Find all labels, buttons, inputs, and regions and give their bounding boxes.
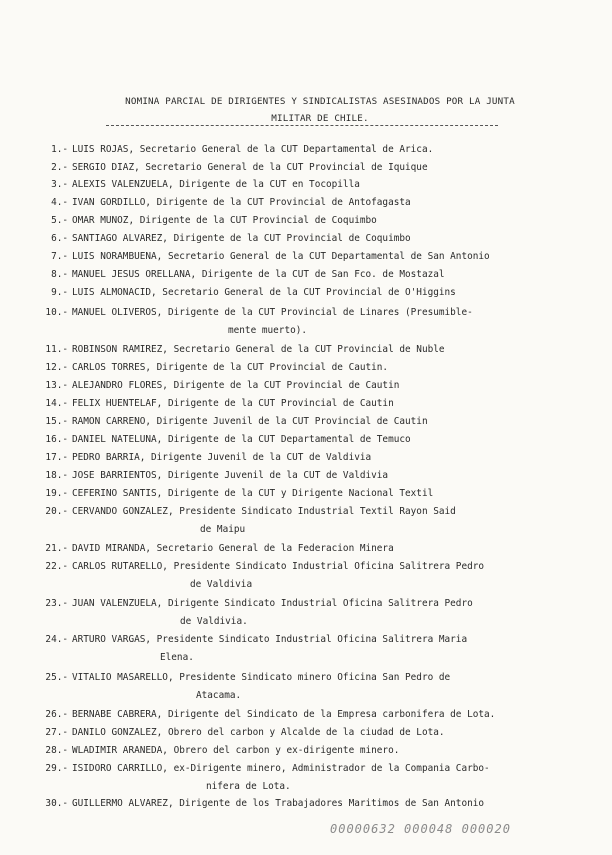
- list-item: [28, 395, 608, 413]
- entry-text: BERNABE CABRERA, Dirigente del Sindicato de la Empresa carbonifera de Lota.: [72, 709, 496, 720]
- list-item: [28, 724, 608, 742]
- list-item: [28, 449, 608, 467]
- list-item: [28, 413, 608, 431]
- document-title: NOMINA PARCIAL DE DIRIGENTES Y SINDICALISTAS ASESINADOS POR LA JUNTA: [125, 96, 515, 107]
- entry-text: MANUEL JESUS ORELLANA, Dirigente de la CUT de San Fco. de Mostazal: [72, 269, 445, 280]
- list-item: [28, 595, 608, 631]
- list-item: [28, 359, 608, 377]
- entry-text: IVAN GORDILLO, Dirigente de la CUT Provincial de Antofagasta: [72, 197, 411, 208]
- entry-number: 25.-: [45, 672, 68, 683]
- entry-text-continued: de Maipu: [200, 524, 246, 535]
- entry-number: 20.-: [45, 506, 68, 517]
- title-underline: [106, 125, 498, 126]
- list-item: [28, 631, 608, 667]
- entry-text: LUIS ROJAS, Secretario General de la CUT Departamental de Arica.: [72, 144, 434, 155]
- entry-text: SERGIO DIAZ, Secretario General de la CUT Provincial de Iquique: [72, 162, 428, 173]
- entry-text: JOSE BARRIENTOS, Dirigente Juvenil de la CUT de Valdivia: [72, 470, 389, 481]
- entry-number: 10.-: [45, 307, 68, 318]
- entry-text: CARLOS TORRES, Dirigente de la CUT Provincial de Cautin.: [72, 362, 389, 373]
- entry-number: 24.-: [45, 634, 68, 645]
- entry-number: 3.-: [51, 179, 68, 190]
- entry-number: 11.-: [45, 344, 68, 355]
- list-item: [28, 431, 608, 449]
- entry-text: CARLOS RUTARELLO, Presidente Sindicato Industrial Oficina Salitrera Pedro: [72, 561, 485, 572]
- entry-text: ALEJANDRO FLORES, Dirigente de la CUT Provincial de Cautin: [72, 380, 400, 391]
- entry-number: 16.-: [45, 434, 68, 445]
- entry-text: OMAR MUNOZ, Dirigente de la CUT Provincial de Coquimbo: [72, 215, 377, 226]
- entry-number: 1.-: [51, 144, 68, 155]
- entry-number: 2.-: [51, 162, 68, 173]
- list-item: [28, 540, 608, 558]
- list-item: [28, 176, 608, 194]
- entry-number: 22.-: [45, 561, 68, 572]
- entry-text: ROBINSON RAMIREZ, Secretario General de la CUT Provincial de Nuble: [72, 344, 445, 355]
- list-item: [28, 485, 608, 503]
- entry-text: MANUEL OLIVEROS, Dirigente de la CUT Provincial de Linares (Presumible-: [72, 307, 473, 318]
- list-item: [28, 467, 608, 485]
- document-title-continued: MILITAR DE CHILE.: [271, 113, 369, 124]
- entry-number: 21.-: [45, 543, 68, 554]
- entry-number: 26.-: [45, 709, 68, 720]
- entry-text-continued: nifera de Lota.: [206, 781, 291, 792]
- list-item: [28, 377, 608, 395]
- entry-number: 9.-: [51, 287, 68, 298]
- entry-number: 30.-: [45, 798, 68, 809]
- entry-number: 17.-: [45, 452, 68, 463]
- entry-number: 14.-: [45, 398, 68, 409]
- list-item: [28, 304, 608, 340]
- entry-number: 8.-: [51, 269, 68, 280]
- list-item: [28, 503, 608, 539]
- entry-number: 7.-: [51, 251, 68, 262]
- entry-number: 19.-: [45, 488, 68, 499]
- entry-text: CEFERINO SANTIS, Dirigente de la CUT y Dirigente Nacional Textil: [72, 488, 434, 499]
- entry-number: 6.-: [51, 233, 68, 244]
- entry-number: 27.-: [45, 727, 68, 738]
- entry-number: 29.-: [45, 763, 68, 774]
- entry-number: 12.-: [45, 362, 68, 373]
- entry-text: DANIEL NATELUNA, Dirigente de la CUT Departamental de Temuco: [72, 434, 411, 445]
- entry-text: RAMON CARRENO, Dirigente Juvenil de la CUT Provincial de Cautin: [72, 416, 428, 427]
- list-item: [28, 284, 608, 302]
- entry-number: 5.-: [51, 215, 68, 226]
- entry-text: DAVID MIRANDA, Secretario General de la Federacion Minera: [72, 543, 394, 554]
- entry-text: FELIX HUENTELAF, Dirigente de la CUT Provincial de Cautin: [72, 398, 394, 409]
- entry-text: ARTURO VARGAS, Presidente Sindicato Industrial Oficina Salitrera Maria: [72, 634, 468, 645]
- entry-number: 28.-: [45, 745, 68, 756]
- list-item: [28, 230, 608, 248]
- entry-text-continued: mente muerto).: [228, 325, 308, 336]
- entry-number: 15.-: [45, 416, 68, 427]
- list-item: [28, 341, 608, 359]
- archive-stamp: 00000632 000048 000020: [330, 822, 511, 836]
- entry-text-continued: Atacama.: [196, 690, 242, 701]
- list-item: [28, 266, 608, 284]
- entry-text: CERVANDO GONZALEZ, Presidente Sindicato Industrial Textil Rayon Said: [72, 506, 456, 517]
- entry-text: GUILLERMO ALVAREZ, Dirigente de los Trabajadores Maritimos de San Antonio: [72, 798, 485, 809]
- list-item: [28, 742, 608, 760]
- entry-text-continued: Elena.: [160, 652, 194, 663]
- entry-text: LUIS ALMONACID, Secretario General de la CUT Provincial de O'Higgins: [72, 287, 456, 298]
- entry-text-continued: de Valdivia: [190, 579, 253, 590]
- list-item: [28, 558, 608, 594]
- list-item: [28, 159, 608, 177]
- entry-text: WLADIMIR ARANEDA, Obrero del carbon y ex-dirigente minero.: [72, 745, 400, 756]
- entry-number: 23.-: [45, 598, 68, 609]
- entry-text: ISIDORO CARRILLO, ex-Dirigente minero, Administrador de la Compania Carbo-: [72, 763, 490, 774]
- entry-text: DANILO GONZALEZ, Obrero del carbon y Alcalde de la ciudad de Lota.: [72, 727, 445, 738]
- entry-text: LUIS NORAMBUENA, Secretario General de la CUT Departamental de San Antonio: [72, 251, 490, 262]
- entry-number: 18.-: [45, 470, 68, 481]
- list-item: [28, 795, 608, 813]
- entry-text: VITALIO MASARELLO, Presidente Sindicato minero Oficina San Pedro de: [72, 672, 451, 683]
- entry-number: 4.-: [51, 197, 68, 208]
- entry-text: JUAN VALENZUELA, Dirigente Sindicato Industrial Oficina Salitrera Pedro: [72, 598, 473, 609]
- list-item: [28, 212, 608, 230]
- list-item: [28, 141, 608, 159]
- entry-text-continued: de Valdivia.: [180, 616, 248, 627]
- list-item: [28, 760, 608, 796]
- list-item: [28, 194, 608, 212]
- entry-text: PEDRO BARRIA, Dirigente Juvenil de la CUT de Valdivia: [72, 452, 372, 463]
- entry-text: ALEXIS VALENZUELA, Dirigente de la CUT en Tocopilla: [72, 179, 360, 190]
- list-item: [28, 248, 608, 266]
- entry-text: SANTIAGO ALVAREZ, Dirigente de la CUT Provincial de Coquimbo: [72, 233, 411, 244]
- list-item: [28, 706, 608, 724]
- entry-number: 13.-: [45, 380, 68, 391]
- list-item: [28, 669, 608, 705]
